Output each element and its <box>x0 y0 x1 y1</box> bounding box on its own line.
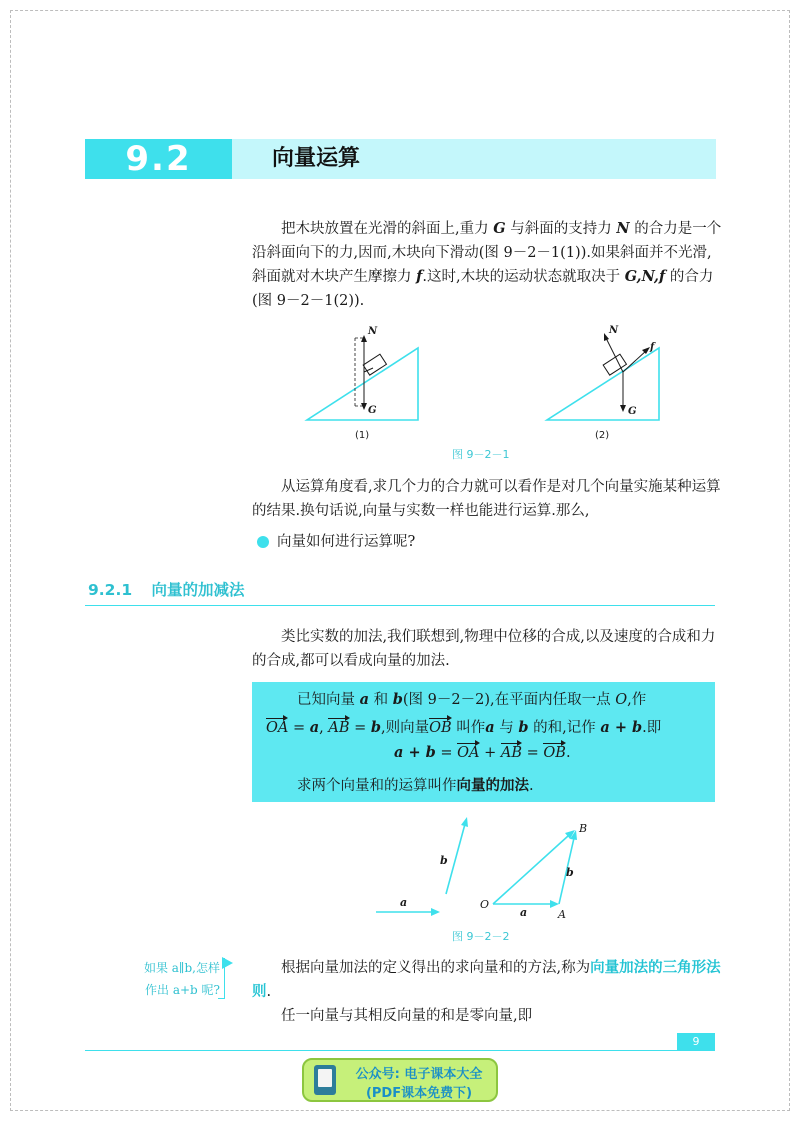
vector-OA: OA <box>266 720 289 736</box>
vector-N: N <box>616 220 630 237</box>
subsection-rule <box>85 605 715 606</box>
incline-1 <box>307 348 418 420</box>
side-note-line-2: 作出 a+b 呢? <box>145 983 220 997</box>
paragraph-5-text: 任一向量与其相反向量的和是零向量,即 <box>281 1008 533 1024</box>
intro-text: 与斜面的支持力 <box>505 221 617 237</box>
equation-lhs: a + b <box>394 744 436 761</box>
footer-rule <box>85 1050 715 1051</box>
vector-AB: AB <box>328 720 350 736</box>
page-number-box <box>677 1033 715 1050</box>
def-text: .即 <box>642 720 662 736</box>
intro-text: 把木块放置在光滑的斜面上,重力 <box>281 221 494 237</box>
question-text: 向量如何进行运算呢? <box>277 534 416 550</box>
definition-equation: a + b = OA + AB = OB. <box>394 744 571 761</box>
label-O: O <box>480 898 490 911</box>
force-N-head-1 <box>361 335 367 342</box>
label-tri-b: b <box>566 866 574 879</box>
intro-text: 的合力(图 9－2－1(2)). <box>252 269 714 309</box>
label-G-2: G <box>628 406 637 417</box>
vector-OB: OB <box>429 720 452 736</box>
label-free-a: a <box>400 896 408 909</box>
section-number: 9.2 <box>125 139 192 179</box>
label-tri-a: a <box>520 906 528 919</box>
definition-line-4 <box>297 774 534 795</box>
paragraph-3 <box>252 625 722 673</box>
def-text: 已知向量 <box>297 692 360 708</box>
vectors-GNf: G,N,f <box>624 268 666 285</box>
vector-b: b <box>392 691 403 708</box>
vector-a: a <box>485 719 495 736</box>
triangle-a-head <box>550 900 559 908</box>
paragraph-4-end: . <box>266 984 272 1000</box>
subsection-heading <box>88 578 245 600</box>
subsection-title: 向量的加减法 <box>151 581 245 599</box>
vector-OB: OB <box>543 745 566 761</box>
paragraph-4 <box>252 956 722 1004</box>
watermark-line-1: 公众号: 电子课本大全 <box>355 1067 483 1082</box>
section-title-box <box>232 139 716 179</box>
figure-9-2-2 <box>370 812 610 924</box>
triangle-sum <box>493 836 568 904</box>
point-O: O <box>615 692 628 708</box>
label-N-1: N <box>368 326 378 337</box>
def-text: . <box>529 778 534 794</box>
force-f-arrow-2 <box>623 350 647 372</box>
label-B: B <box>579 822 588 835</box>
watermark-badge <box>302 1058 498 1102</box>
figure-caption-1: 图 9－2－1 <box>452 448 510 461</box>
question-bullet-icon <box>257 536 269 548</box>
label-N-2: N <box>609 325 619 336</box>
intro-paragraph <box>252 217 722 313</box>
def-text: ,作 <box>627 692 647 708</box>
definition-line-2: OA = a, AB = b,则向量OB 叫作a 与 b 的和,记作 a + b.即 <box>266 719 662 736</box>
paragraph-5 <box>252 1004 722 1028</box>
def-text: 的和,记作 <box>528 720 601 736</box>
vector-G: G <box>493 220 506 237</box>
vector-b: b <box>370 719 382 736</box>
flag-icon <box>222 957 233 969</box>
subfig-label-2: (2) <box>595 430 610 441</box>
definition-box <box>252 682 715 802</box>
page-number: 9 <box>692 1035 700 1048</box>
triangle-rule-term: 向量加法的三角形法则 <box>252 959 721 1000</box>
figure-9-2-1 <box>295 318 675 448</box>
paragraph-3-text: 类比实数的加法,我们联想到,物理中位移的合成,以及速度的合成和力的合成,都可以看成向量的加法. <box>252 629 716 669</box>
book-icon <box>314 1065 336 1095</box>
subfig-label-1: (1) <box>355 430 370 441</box>
watermark-line-2: (PDF课本免费下) <box>365 1086 473 1101</box>
section-title: 向量运算 <box>272 146 361 171</box>
definition-line-1 <box>297 688 646 709</box>
def-text: 叫作 <box>451 720 486 736</box>
paragraph-4-text: 根据向量加法的定义得出的求向量和的方法,称为 <box>281 960 591 976</box>
subsection-number: 9.2.1 <box>88 581 133 599</box>
vector-a: a <box>359 691 370 708</box>
force-G-head-1 <box>361 403 367 410</box>
def-text: ,则向量 <box>381 720 430 736</box>
vector-addition-term: 向量的加法 <box>456 777 529 794</box>
label-A: A <box>558 908 566 921</box>
label-G-1: G <box>368 405 377 416</box>
free-vector-a-head <box>431 908 440 916</box>
def-text: 求两个向量和的运算叫作 <box>297 778 457 794</box>
vector-b: b <box>518 719 529 736</box>
def-text: (图 9－2－2),在平面内任取一点 <box>402 692 616 708</box>
label-free-b: b <box>440 854 448 867</box>
section-number-box <box>85 139 232 179</box>
free-vector-b <box>446 824 465 894</box>
label-f-2: f <box>650 342 655 353</box>
sum-expr: a + b <box>600 719 643 736</box>
side-note <box>86 957 220 1001</box>
intro-text: .这时,木块的运动状态就取决于 <box>422 269 625 285</box>
incline-2 <box>547 348 659 420</box>
block-1 <box>363 354 386 375</box>
paragraph-2 <box>252 475 722 523</box>
intro-text: 的合力是一个沿斜面向下的力,因而,木块向下滑动(图 9－2－1(1)).如果斜面并不光滑,斜面就对木块产生摩擦力 <box>252 221 722 285</box>
vector-OA: OA <box>457 745 480 761</box>
vector-AB: AB <box>500 745 523 761</box>
free-vector-b-head <box>461 817 468 827</box>
def-text: 和 <box>369 692 393 708</box>
force-G-head-2 <box>620 405 626 412</box>
side-note-line-1: 如果 a∥b,怎样 <box>143 961 220 975</box>
vector-a: a <box>309 719 320 736</box>
vector-f: f <box>416 268 423 285</box>
figure-caption-2: 图 9－2－2 <box>452 930 510 943</box>
paragraph-2-text: 从运算角度看,求几个力的合力就可以看作是对几个向量实施某种运算的结果.换句话说,向量与实数一样也能进行运算.那么, <box>252 479 721 519</box>
